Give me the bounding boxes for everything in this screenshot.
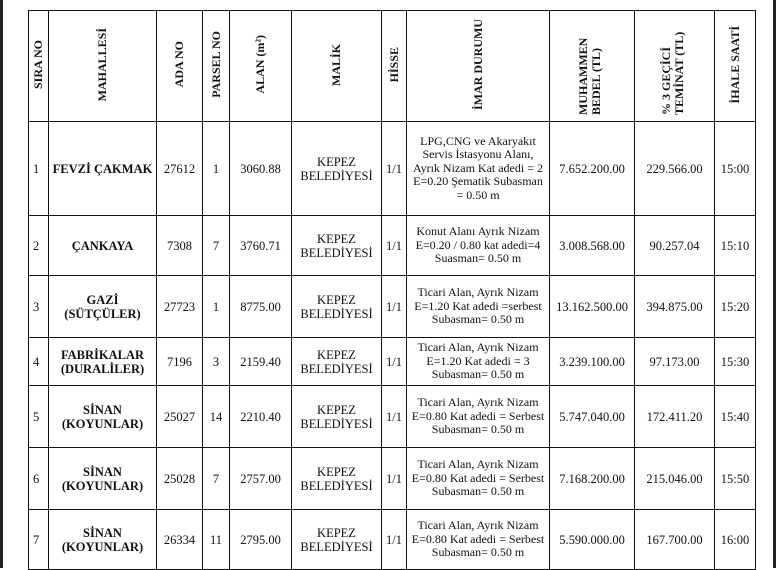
cell-mahallesi: SİNAN (KOYUNLAR) (49, 448, 157, 510)
cell-alan: 2159.40 (230, 338, 292, 386)
cell-imar-durumu: Konut Alanı Ayrık Nizam E=0.20 / 0.80 kat adedi=4 Suasman= 0.50 m (407, 216, 550, 276)
header-ihale-saati-label: İHALE SAATİ (727, 25, 742, 104)
cell-teminat: 229.566.00 (635, 122, 715, 216)
header-ada-no-label: ADA NO (172, 41, 186, 88)
cell-parsel-no: 14 (203, 386, 230, 448)
cell-sira-no: 1 (29, 122, 49, 216)
cell-teminat: 215.046.00 (635, 448, 715, 510)
cell-ada-no: 26334 (157, 510, 203, 570)
cell-muhammen-bedel: 7.652.200.00 (550, 122, 635, 216)
cell-malik: KEPEZ BELEDİYESİ (292, 276, 382, 338)
cell-ihale-saati: 15:40 (715, 386, 756, 448)
header-imar-durumu (407, 11, 550, 122)
tender-table-container (28, 10, 755, 560)
header-ihale-saati (715, 11, 756, 122)
cell-parsel-no: 7 (203, 216, 230, 276)
cell-parsel-no: 1 (203, 276, 230, 338)
cell-hisse: 1/1 (382, 276, 407, 338)
cell-alan: 2757.00 (230, 448, 292, 510)
cell-imar-durumu: Ticari Alan, Ayrık Nizam E=0.80 Kat adedi = Serbest Subasman= 0.50 m (407, 510, 550, 570)
cell-malik: KEPEZ BELEDİYESİ (292, 338, 382, 386)
table-row (29, 276, 756, 338)
table-row (29, 122, 756, 216)
cell-mahallesi: SİNAN (KOYUNLAR) (49, 510, 157, 570)
table-row (29, 338, 756, 386)
header-sira-no (29, 11, 49, 122)
cell-parsel-no: 3 (203, 338, 230, 386)
cell-sira-no: 5 (29, 386, 49, 448)
cell-sira-no: 4 (29, 338, 49, 386)
cell-ada-no: 27723 (157, 276, 203, 338)
cell-imar-durumu: LPG,CNG ve Akaryakıt Servis İstasyonu Alanı, Ayrık Nizam Kat adedi = 2 E=0.20 Şematik Subasman = 0.50 m (407, 122, 550, 216)
cell-parsel-no: 7 (203, 448, 230, 510)
cell-ihale-saati: 16:00 (715, 510, 756, 570)
cell-alan: 2210.40 (230, 386, 292, 448)
cell-hisse: 1/1 (382, 338, 407, 386)
table-row (29, 386, 756, 448)
cell-sira-no: 2 (29, 216, 49, 276)
cell-imar-durumu: Ticari Alan, Ayrık Nizam E=0.80 Kat adedi = Serbest Subasman= 0.50 m (407, 386, 550, 448)
cell-imar-durumu: Ticari Alan, Ayrık Nizam E=1.20 Kat adedi = 3 Subasman= 0.50 m (407, 338, 550, 386)
cell-malik: KEPEZ BELEDİYESİ (292, 386, 382, 448)
tender-table (28, 10, 756, 570)
cell-ihale-saati: 15:50 (715, 448, 756, 510)
cell-hisse: 1/1 (382, 122, 407, 216)
header-ada-no (157, 11, 203, 122)
cell-mahallesi: FABRİKALAR (DURALİLER) (49, 338, 157, 386)
header-muhammen-label: MUHAMMEN BEDEL (TL) (576, 37, 603, 115)
scan-edge-left (0, 0, 3, 568)
cell-alan: 8775.00 (230, 276, 292, 338)
cell-alan: 3060.88 (230, 122, 292, 216)
cell-ihale-saati: 15:00 (715, 122, 756, 216)
cell-malik: KEPEZ BELEDİYESİ (292, 448, 382, 510)
header-row (29, 11, 756, 122)
cell-alan: 2795.00 (230, 510, 292, 570)
cell-teminat: 90.257.04 (635, 216, 715, 276)
cell-ihale-saati: 15:20 (715, 276, 756, 338)
cell-teminat: 394.875.00 (635, 276, 715, 338)
table-row (29, 448, 756, 510)
cell-ada-no: 7196 (157, 338, 203, 386)
header-hisse (382, 11, 407, 122)
table-row (29, 510, 756, 570)
cell-teminat: 97.173.00 (635, 338, 715, 386)
cell-sira-no: 7 (29, 510, 49, 570)
cell-sira-no: 6 (29, 448, 49, 510)
cell-mahallesi: FEVZİ ÇAKMAK (49, 122, 157, 216)
cell-mahallesi: SİNAN (KOYUNLAR) (49, 386, 157, 448)
header-malik (292, 11, 382, 122)
header-alan-label: ALAN (m²) (253, 35, 267, 94)
cell-malik: KEPEZ BELEDİYESİ (292, 216, 382, 276)
cell-muhammen-bedel: 13.162.500.00 (550, 276, 635, 338)
cell-ihale-saati: 15:10 (715, 216, 756, 276)
header-alan (230, 11, 292, 122)
header-sira-no-label: SIRA NO (31, 39, 45, 89)
cell-teminat: 172.411.20 (635, 386, 715, 448)
table-row (29, 216, 756, 276)
cell-imar-durumu: Ticari Alan, Ayrık Nizam E=1.20 Kat adedi =serbest Subasman= 0.50 m (407, 276, 550, 338)
header-mahallesi (49, 11, 157, 122)
header-mahallesi-label: MAHALLESİ (95, 27, 109, 102)
cell-muhammen-bedel: 5.747.040.00 (550, 386, 635, 448)
cell-hisse: 1/1 (382, 386, 407, 448)
cell-hisse: 1/1 (382, 448, 407, 510)
cell-hisse: 1/1 (382, 216, 407, 276)
header-parsel-no (203, 11, 230, 122)
cell-ada-no: 7308 (157, 216, 203, 276)
cell-ada-no: 27612 (157, 122, 203, 216)
cell-muhammen-bedel: 7.168.200.00 (550, 448, 635, 510)
header-hisse-label: HİSSE (386, 46, 401, 83)
header-parsel-no-label: PARSEL NO (208, 31, 223, 98)
cell-muhammen-bedel: 5.590.000.00 (550, 510, 635, 570)
cell-sira-no: 3 (29, 276, 49, 338)
cell-muhammen-bedel: 3.239.100.00 (550, 338, 635, 386)
cell-parsel-no: 11 (203, 510, 230, 570)
cell-hisse: 1/1 (382, 510, 407, 570)
cell-ada-no: 25028 (157, 448, 203, 510)
cell-malik: KEPEZ BELEDİYESİ (292, 510, 382, 570)
cell-malik: KEPEZ BELEDİYESİ (292, 122, 382, 216)
header-muhammen (550, 11, 635, 122)
cell-alan: 3760.71 (230, 216, 292, 276)
cell-ada-no: 25027 (157, 386, 203, 448)
cell-teminat: 167.700.00 (635, 510, 715, 570)
header-malik-label: MALİK (329, 43, 343, 86)
cell-mahallesi: GAZİ (SÜTÇÜLER) (49, 276, 157, 338)
cell-parsel-no: 1 (203, 122, 230, 216)
header-teminat (635, 11, 715, 122)
cell-ihale-saati: 15:30 (715, 338, 756, 386)
cell-imar-durumu: Ticari Alan, Ayrık Nizam E=0.80 Kat adedi = Serbest Subasman= 0.50 m (407, 448, 550, 510)
cell-muhammen-bedel: 3.008.568.00 (550, 216, 635, 276)
cell-mahallesi: ÇANKAYA (49, 216, 157, 276)
header-teminat-label: % 3 GEÇİCİ TEMİNAT (TL) (658, 31, 686, 115)
header-imar-durumu-label: İMAR DURUMU (470, 19, 485, 110)
